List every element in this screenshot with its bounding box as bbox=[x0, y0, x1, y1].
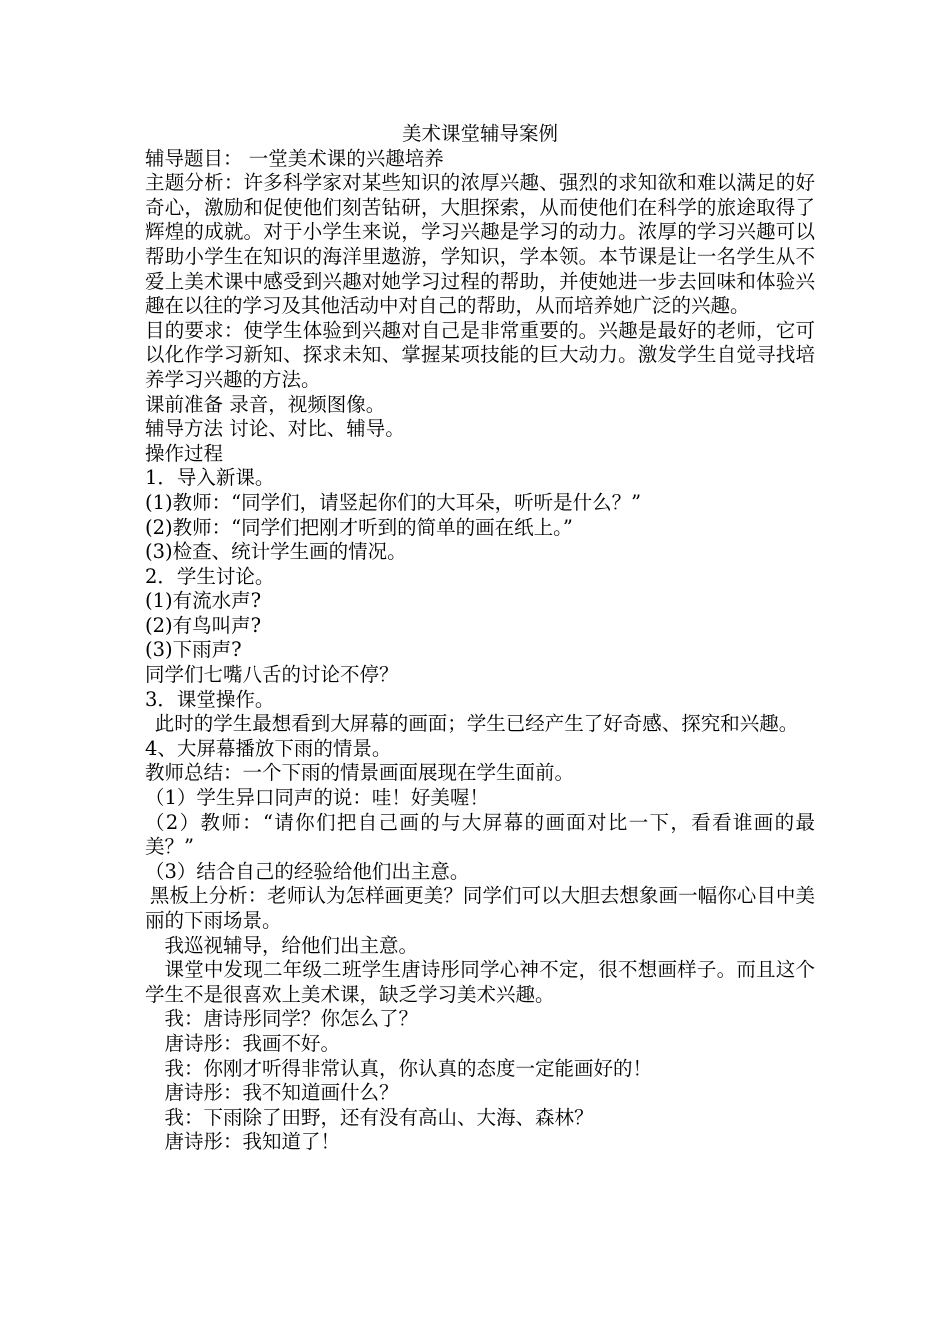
paragraph: 我巡视辅导，给他们出主意。 bbox=[164, 933, 419, 957]
paragraph: (2)教师：“同学们把刚才听到的简单的画在纸上。” bbox=[145, 515, 573, 539]
paragraph: 3．课堂操作。 bbox=[145, 687, 275, 711]
paragraph: 主题分析：许多科学家对某些知识的浓厚兴趣、强烈的求知欲和难以满足的好奇心，激励和促使他们刻苦钻研，大胆探索，从而使他们在科学的旅途取得了辉煌的成就。对于小学生来说，学习兴趣是学习的动力。浓厚的学习兴趣可以帮助小学生在知识的海洋里遨游，学知识，学本领。本节课是让一名学生从不爱上美术课中感受到兴趣对她学习过程的帮助，并使她进一步去回味和体验兴趣在以往的学习及其他活动中对自己的帮助，从而培养她广泛的兴趣。 bbox=[145, 171, 815, 318]
paragraph: 辅导题目： 一堂美术课的兴趣培养 bbox=[145, 146, 444, 170]
paragraph: (1)有流水声? bbox=[145, 589, 262, 613]
paragraph: 唐诗彤：我知道了！ bbox=[164, 1130, 341, 1154]
paragraph: (2)有鸟叫声? bbox=[145, 613, 262, 637]
paragraph: 操作过程 bbox=[145, 441, 224, 465]
paragraph: 4、大屏幕播放下雨的情景。 bbox=[145, 736, 392, 760]
paragraph: 唐诗彤：我画不好。 bbox=[164, 1031, 341, 1055]
paragraph: 黑板上分析：老师认为怎样画更美？同学们可以大胆去想象画一幅你心目中美丽的下雨场景。 bbox=[145, 884, 815, 932]
paragraph: 课前准备 录音，视频图像。 bbox=[145, 392, 386, 416]
paragraph: （3）结合自己的经验给他们出主意。 bbox=[145, 859, 470, 883]
paragraph: 1．导入新课。 bbox=[145, 466, 275, 490]
paragraph: (3)下雨声? bbox=[145, 638, 242, 662]
paragraph: 同学们七嘴八舌的讨论不停？ bbox=[145, 663, 399, 687]
paragraph: 教师总结：一个下雨的情景画面展现在学生面前。 bbox=[145, 761, 575, 785]
document-page bbox=[145, 122, 815, 1155]
document-body bbox=[145, 147, 815, 1155]
paragraph: 2．学生讨论。 bbox=[145, 564, 275, 588]
paragraph: (1)教师：“同学们，请竖起你们的大耳朵，听听是什么？” bbox=[145, 490, 642, 514]
paragraph: （1）学生异口同声的说：哇！好美喔！ bbox=[145, 786, 489, 810]
paragraph: 我：下雨除了田野，还有没有高山、大海、森林？ bbox=[164, 1105, 594, 1129]
paragraph: 我：你刚才听得非常认真，你认真的态度一定能画好的！ bbox=[164, 1056, 653, 1080]
paragraph: 目的要求：使学生体验到兴趣对自己是非常重要的。兴趣是最好的老师，它可以化作学习新知、探求未知、掌握某项技能的巨大动力。激发学生自觉寻找培养学习兴趣的方法。 bbox=[145, 318, 815, 391]
paragraph: 此时的学生最想看到大屏幕的画面；学生已经产生了好奇感、探究和兴趣。 bbox=[154, 712, 799, 736]
paragraph: 课堂中发现二年级二班学生唐诗彤同学心神不定，很不想画样子。而且这个学生不是很喜欢上美术课，缺乏学习美术兴趣。 bbox=[145, 958, 815, 1006]
paragraph: （2）教师：“请你们把自己画的与大屏幕的画面对比一下，看看谁画的最美？” bbox=[145, 810, 815, 859]
paragraph: 唐诗彤：我不知道画什么？ bbox=[164, 1081, 399, 1105]
document-title: 美术课堂辅导案例 bbox=[401, 122, 558, 145]
paragraph: (3)检查、统计学生画的情况。 bbox=[145, 540, 407, 564]
paragraph: 我：唐诗彤同学？你怎么了？ bbox=[164, 1007, 419, 1031]
paragraph: 辅导方法 讨论、对比、辅导。 bbox=[145, 417, 405, 441]
